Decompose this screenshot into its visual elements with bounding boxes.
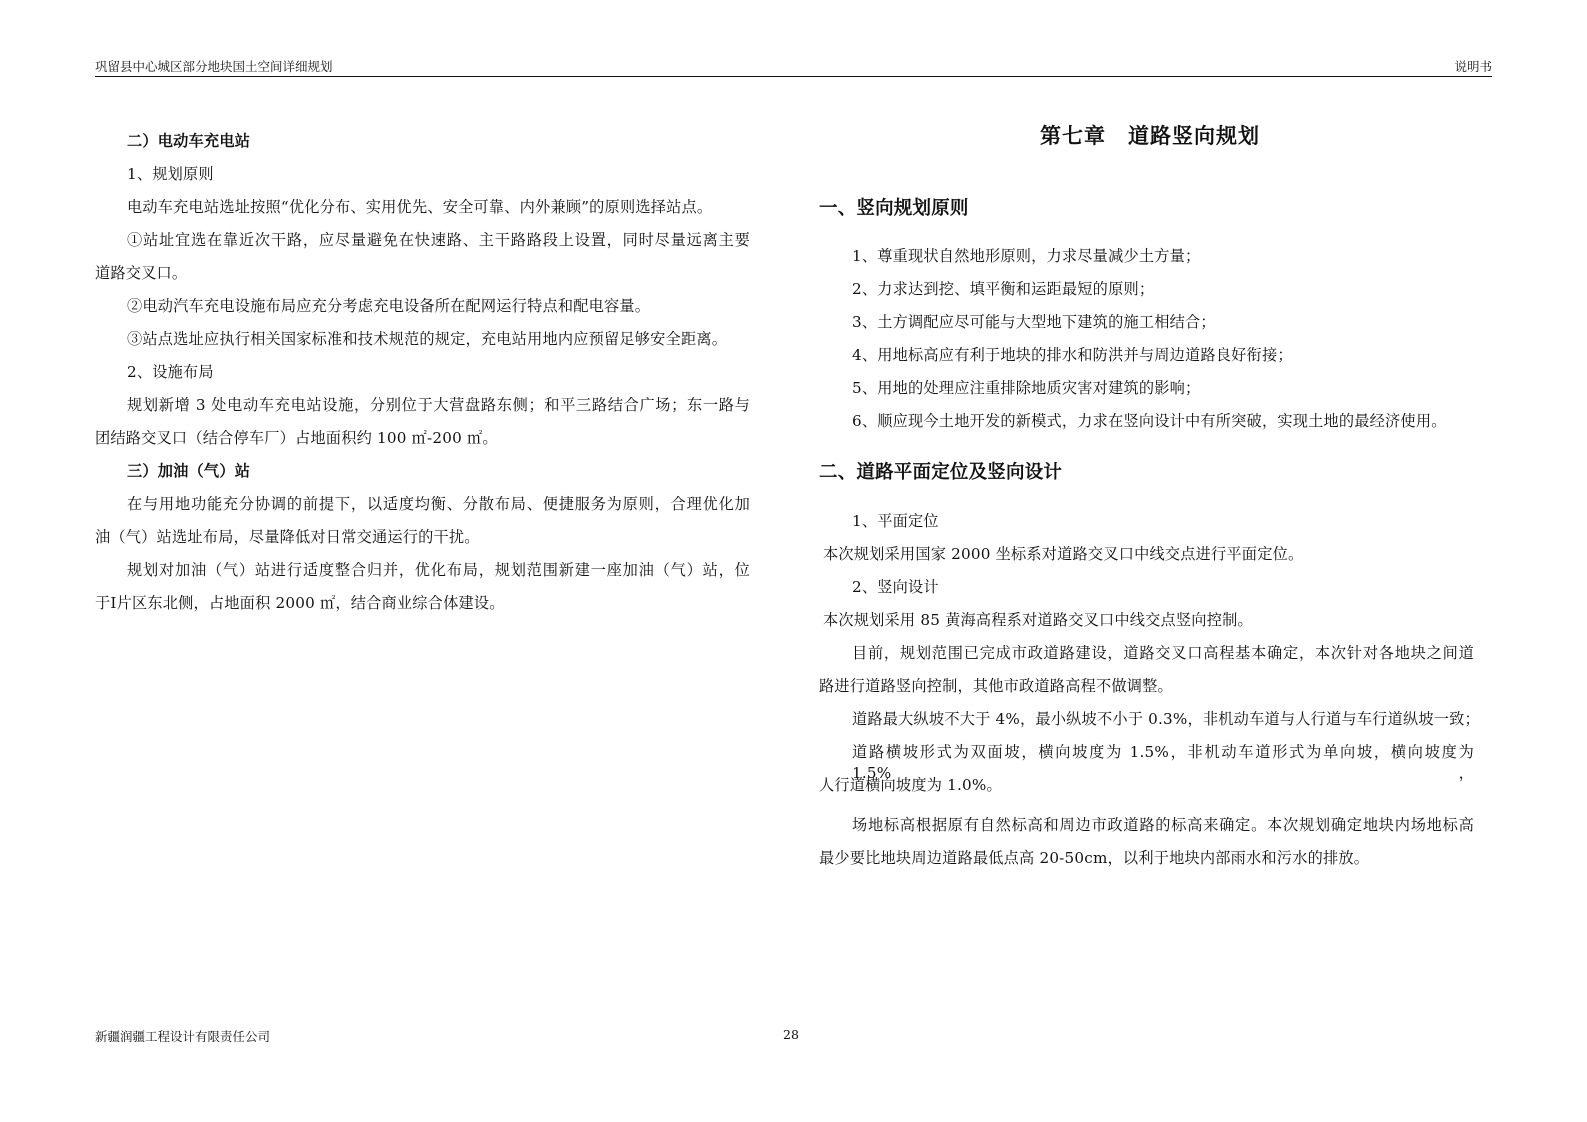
charging-item-1-line-1: ①站址宜选在靠近次干路，应尽量避免在快速路、主干路路段上设置，同时尽量远离主要 [127,231,750,249]
gas-paragraph-1-line-1: 在与用地功能充分协调的前提下，以适度均衡、分散布局、便捷服务为原则，合理优化加 [127,495,750,513]
gas-paragraph-1-line-2: 油（气）站选址布局，尽量降低对日常交通运行的干扰。 [95,528,480,546]
heading-charging-station: 二）电动车充电站 [127,132,251,150]
page-header [95,58,1492,77]
slope-text: 道路最大纵坡不大于 4%，最小纵坡不小于 0.3%，非机动车道与人行道与车行道纵坡一致； [852,710,1480,728]
cross-slope-line-1: 道路横坡形式为双面坡，横向坡度为 1.5%，非机动车道形式为单向坡，横向坡度为 1.5%， [852,743,1474,782]
footer-company: 新疆润疆工程设计有限责任公司 [95,1029,271,1044]
charging-item-3: ③站点选址应执行相关国家标准和技术规范的规定，充电站用地内应预留足够安全距离。 [127,330,728,348]
gas-paragraph-2-line-2: 于Ⅰ片区东北侧，占地面积 2000 ㎡，结合商业综合体建设。 [95,594,505,612]
charging-item-2: ②电动汽车充电设施布局应充分考虑充电设备所在配网运行特点和配电容量。 [127,297,651,315]
site-elevation-line-1: 场地标高根据原有自然标高和周边市政道路的标高来确定。本次规划确定地块内场地标高 [852,816,1474,834]
plan-positioning-title: 1、平面定位 [852,512,939,530]
charging-item-1-line-2: 道路交叉口。 [95,264,188,282]
heading-vertical-principles: 一、竖向规划原则 [819,198,969,219]
principle-2: 2、力求达到挖、填平衡和运距最短的原则； [852,280,1155,298]
heading-gas-station: 三）加油（气）站 [127,462,251,480]
chapter-title: 第七章 道路竖向规划 [1040,124,1260,148]
charging-principles-text: 电动车充电站选址按照“优化分布、实用优先、安全可靠、内外兼顾”的原则选择站点。 [127,198,713,216]
charging-layout-line-1: 规划新增 3 处电动车充电站设施，分别位于大营盘路东侧；和平三路结合广场；东一路与 [127,396,750,414]
principle-4: 4、用地标高应有利于地块的排水和防洪并与周边道路良好衔接； [852,346,1293,364]
principle-1: 1、尊重现状自然地形原则，力求尽量减少土方量； [852,247,1201,265]
cross-slope-line-2: 人行道横向坡度为 1.0%。 [819,776,1002,794]
principle-5: 5、用地的处理应注重排除地质灾害对建筑的影响； [852,379,1201,397]
charging-layout-title: 2、设施布局 [127,363,214,381]
document-type: 说明书 [1454,59,1492,74]
principle-3: 3、土方调配应尽可能与大型地下建筑的施工相结合； [852,313,1216,331]
document-title: 巩留县中心城区部分地块国土空间详细规划 [95,59,333,74]
gas-paragraph-2-line-1: 规划对加油（气）站进行适度整合归并，优化布局，规划范围新建一座加油（气）站，位 [127,561,750,579]
charging-principles-title: 1、规划原则 [127,165,214,183]
current-status-line-1: 目前，规划范围已完成市政道路建设，道路交叉口高程基本确定，本次针对各地块之间道 [852,644,1474,662]
heading-road-design: 二、道路平面定位及竖向设计 [819,462,1063,483]
charging-layout-line-2: 团结路交叉口（结合停车厂）占地面积约 100 ㎡-200 ㎡。 [95,429,498,447]
principle-6: 6、顺应现今土地开发的新模式，力求在竖向设计中有所突破，实现土地的最经济使用。 [852,412,1447,430]
page-number: 28 [783,1027,799,1042]
site-elevation-line-2: 最少要比地块周边道路最低点高 20-50cm，以利于地块内部雨水和污水的排放。 [819,849,1370,867]
current-status-line-2: 路进行道路竖向控制，其他市政道路高程不做调整。 [819,677,1173,695]
plan-positioning-text: 本次规划采用国家 2000 坐标系对道路交叉口中线交点进行平面定位。 [823,545,1304,563]
vertical-design-title: 2、竖向设计 [852,578,939,596]
vertical-design-text: 本次规划采用 85 黄海高程系对道路交叉口中线交点竖向控制。 [823,611,1253,629]
